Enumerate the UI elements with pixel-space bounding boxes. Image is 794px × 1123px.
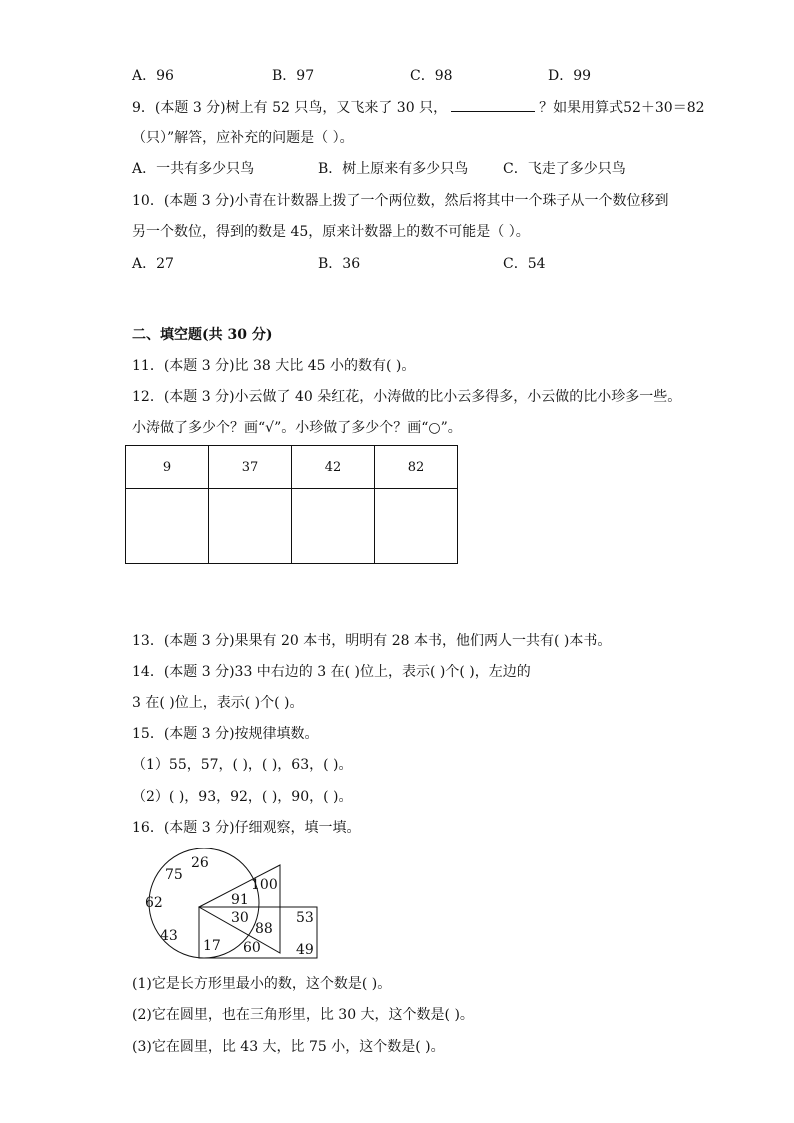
q12-table-header: 42 [292,446,375,489]
q15-line2: （1）55，57，( )，( )，63，( )。 [132,757,353,773]
q12-table-header: 37 [209,446,292,489]
q9-line1-text-b: ？如果用算式52＋30＝82 [539,100,705,116]
q16-sub2: (2)它在圆里，也在三角形里，比 30 大，这个数是( )。 [132,1007,474,1023]
q16-number: 91 [231,892,249,908]
q16-number: 17 [203,938,221,954]
q10-line2: 另一个数位，得到的数是 45，原来计数器上的数不可能是（ ）。 [132,224,530,240]
section-2-title: 二、填空题(共 30 分) [132,327,273,343]
q16-number: 49 [296,942,314,958]
q14-line1: 14．(本题 3 分)33 中右边的 3 在( )位上，表示( )个( )，左边的 [132,664,531,680]
q12-table-header: 82 [375,446,458,489]
q8-option-b: B．97 [272,68,315,84]
q12-table-header: 9 [126,446,209,489]
q12-table-cell[interactable] [375,489,458,564]
q14-line2: 3 在( )位上，表示( )个( )。 [132,695,304,711]
q15-line3: （2）( )，93，92，( )，90，( )。 [132,789,353,805]
q16-number: 30 [231,910,249,926]
q16-number: 62 [145,895,163,911]
q16-number: 88 [255,921,273,937]
q12-answer-table [125,445,458,564]
q16-number: 53 [296,910,314,926]
q9-line1 [132,97,705,118]
q16-sub1: (1)它是长方形里最小的数，这个数是( )。 [132,976,392,992]
q12-line2: 小涛做了多少个？画“√”。小珍做了多少个？画“○”。 [132,420,462,436]
q16-number: 75 [165,867,183,883]
q10-option-a: A．27 [132,256,174,272]
q10-option-c: C．54 [503,256,546,272]
q9-option-a: A．一共有多少只鸟 [132,161,255,177]
q13-line: 13．(本题 3 分)果果有 20 本书，明明有 28 本书，他们两人一共有( )本书。 [132,633,612,649]
q16-number: 100 [251,877,278,893]
q11-line: 11．(本题 3 分)比 38 大比 45 小的数有( )。 [132,358,416,374]
q9-option-c: C．飞走了多少只鸟 [503,161,626,177]
q12-table-cell[interactable] [209,489,292,564]
q9-line2: （只）”解答，应补充的问题是（ ）。 [132,130,354,146]
q12-table-cell[interactable] [126,489,209,564]
q16-number: 60 [243,940,261,956]
q16-number: 43 [160,928,178,944]
q16-number: 26 [191,855,209,871]
q12-line1: 12．(本题 3 分)小云做了 40 朵红花，小涛做的比小云多得多，小云做的比小珍多一些。 [132,389,682,405]
q8-option-c: C．98 [410,68,453,84]
q9-answer-blank[interactable] [451,97,535,112]
q8-option-a: A．96 [132,68,174,84]
q16-line1: 16．(本题 3 分)仔细观察，填一填。 [132,820,361,836]
q9-option-b: B．树上原来有多少只鸟 [318,161,469,177]
q10-option-b: B．36 [318,256,361,272]
q8-option-d: D．99 [548,68,592,84]
q10-line1: 10．(本题 3 分)小青在计数器上拨了一个两位数，然后将其中一个珠子从一个数位移到 [132,193,669,209]
q15-line1: 15．(本题 3 分)按规律填数。 [132,726,319,742]
q16-figure [130,848,360,966]
q12-table-cell[interactable] [292,489,375,564]
q16-sub3: (3)它在圆里，比 43 大，比 75 小，这个数是( )。 [132,1039,445,1055]
q9-line1-text-a: 9．(本题 3 分)树上有 52 只鸟，又飞来了 30 只， [132,100,448,116]
